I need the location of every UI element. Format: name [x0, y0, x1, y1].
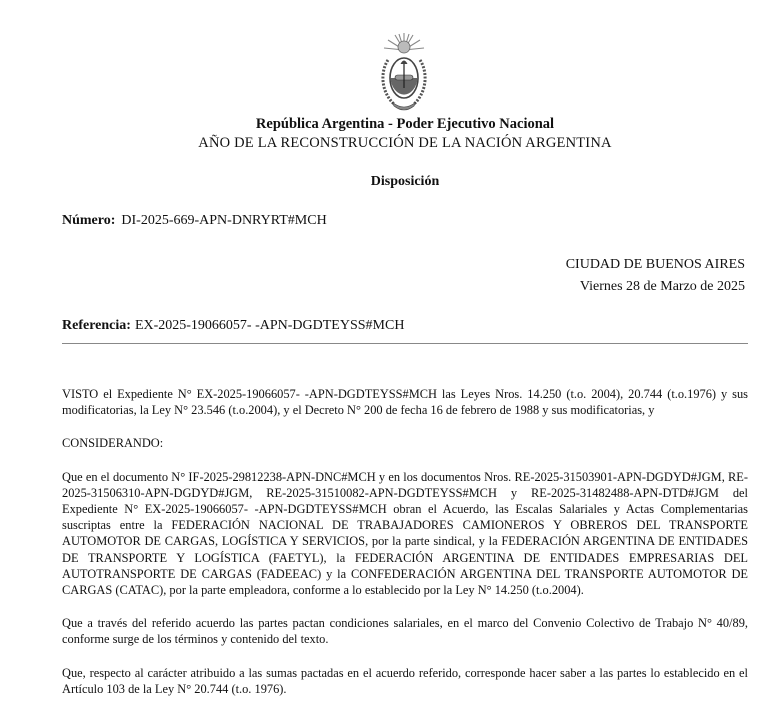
- visto-paragraph: VISTO el Expediente N° EX-2025-19066057- -APN-DGDTEYSS#MCH las Leyes Nros. 14.250 (t.o. 2004), 20.744 (t.o.1976) y sus modificatorias, la Ley N° 23.546 (t.o.2004), y el Decreto N° 200 de fecha 16 de febrero de 1988 y sus modificatorias, y: [62, 387, 748, 418]
- document-body: [62, 386, 748, 713]
- reference-label: Referencia:: [62, 318, 131, 333]
- reference: [62, 318, 404, 334]
- paragraph-3: Que, respecto al carácter atribuido a las sumas pactadas en el acuerdo referido, corresponde hacer saber a las partes lo establecido en el Artículo 103 de la Ley N° 20.744 (t.o. 1976).: [62, 665, 748, 696]
- header-subtitle: AÑO DE LA RECONSTRUCCIÓN DE LA NACIÓN ARGENTINA: [198, 135, 612, 151]
- document-number: [62, 213, 327, 229]
- header-title: República Argentina - Poder Ejecutivo Nacional: [255, 116, 555, 132]
- date: Viernes 28 de Marzo de 2025: [579, 279, 745, 294]
- document-number-label: Número:: [62, 213, 116, 228]
- paragraph-2: Que a través del referido acuerdo las partes pactan condiciones salariales, en el marco del Convenio Colectivo de Trabajo N° 40/89, conforme surge de los términos y contenido del texto.: [62, 616, 748, 647]
- document-number-value: DI-2025-669-APN-DNRYRT#MCH: [121, 213, 327, 228]
- considerando-heading: CONSIDERANDO:: [62, 436, 164, 451]
- coat-of-arms-icon: [378, 30, 430, 114]
- divider: [62, 343, 748, 344]
- paragraph-1: Que en el documento N° IF-2025-29812238-APN-DNC#MCH y en los documentos Nros. RE-2025-31503901-APN-DGDYD#JGM, RE-2025-31506310-APN-DGDYD#JGM, RE-2025-31510082-APN-DGDTEYSS#MCH y RE-2025-31482488-APN-DTD#JGM del Expediente N° EX-2025-19066057- -APN-DGDTEYSS#MCH obran el Acuerdo, las Escalas Salariales y Actas Complementarias suscriptas entre la FEDERACIÓN NACIONAL DE TRABAJADORES CAMIONEROS Y OBREROS DEL TRANSPORTE AUTOMOTOR DE CARGAS, LOGÍSTICA Y SERVICIOS, por la parte sindical, y la FEDERACIÓN ARGENTINA DE ENTIDADES DE TRANSPORTE Y LOGÍSTICA (FAETYL), la FEDERACIÓN ARGENTINA DE ENTIDADES EMPRESARIAS DEL AUTOTRANSPORTE DE CARGAS (FADEEAC) y la CONFEDERACIÓN ARGENTINA DEL TRANSPORTE AUTOMOTOR DE CARGAS (CATAC), por la parte empleadora, conforme a lo establecido por la Ley N° 14.250 (t.o.2004).: [62, 469, 748, 598]
- document-type: Disposición: [370, 174, 440, 189]
- reference-value: EX-2025-19066057- -APN-DGDTEYSS#MCH: [134, 318, 405, 333]
- place: CIUDAD DE BUENOS AIRES: [565, 257, 745, 272]
